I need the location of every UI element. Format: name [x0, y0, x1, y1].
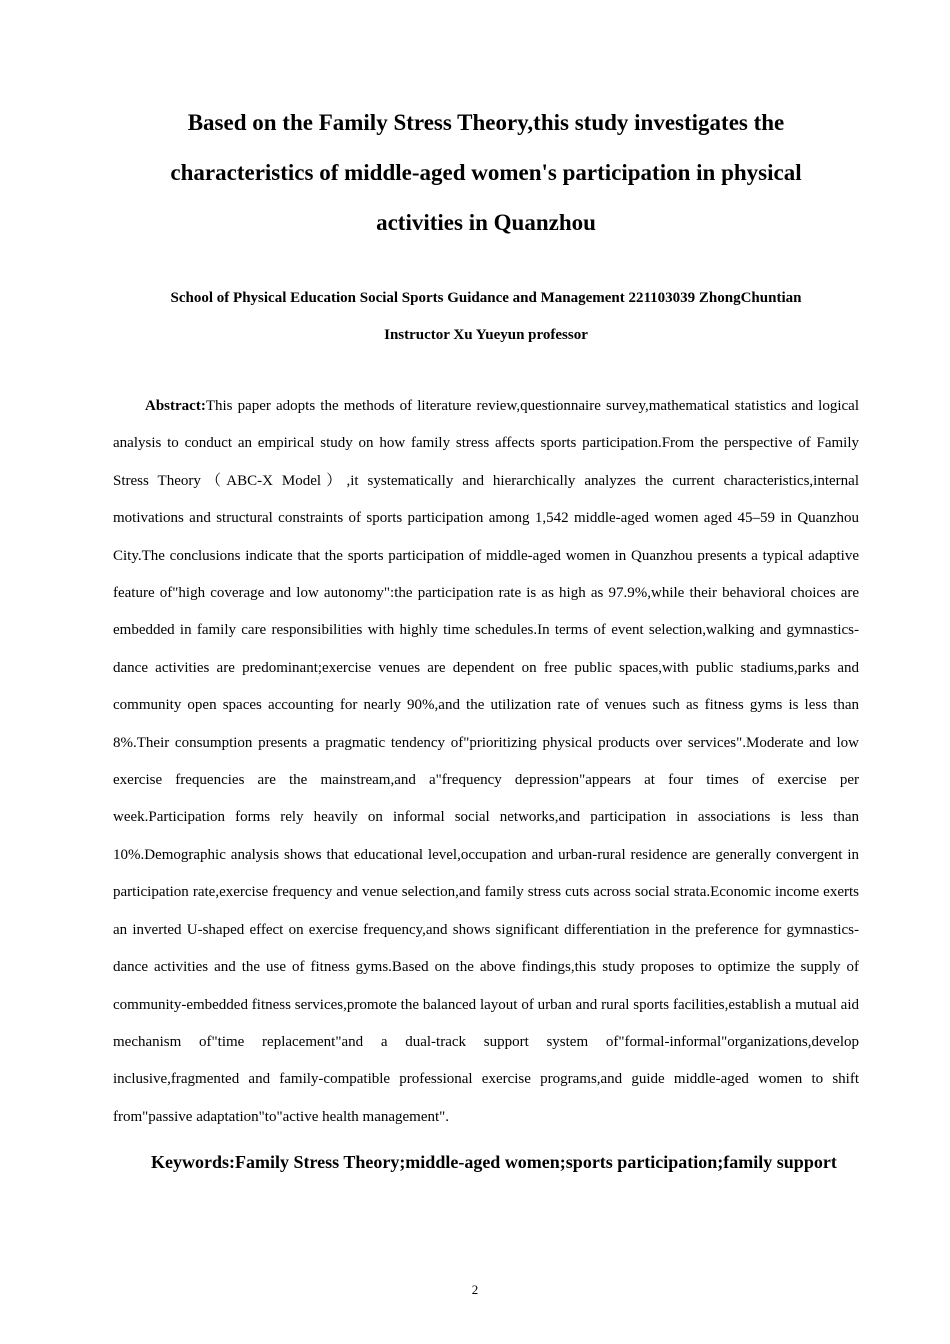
page-number: 2	[471, 1282, 479, 1297]
paper-title: Based on the Family Stress Theory,this study investigates the characteristics of middle-aged women's participation in physical activities in Quanzhou	[170, 110, 802, 235]
abstract-label: Abstract:	[145, 398, 206, 414]
keywords-line: Keywords:Family Stress Theory;middle-aged women;sports participation;family support	[151, 1152, 837, 1173]
author-affiliation: School of Physical Education Social Sports Guidance and Management 221103039 ZhongChuntian	[170, 290, 802, 306]
abstract-text: This paper adopts the methods of literature review,questionnaire survey,mathematical statistics and logical analysis to conduct an empirical study on how family stress affects sports participation.From the perspective of Family Stress Theory（ABC-X Model）,it systematically and hierarchically analyzes the current characteristics,internal motivations and structural constraints of sports participation among 1,542 middle-aged women aged 45–59 in Quanzhou City.The conclusions indicate that the sports participation of middle-aged women in Quanzhou presents a typical adaptive feature of"high coverage and low autonomy":the participation rate is as high as 97.9%,while their behavioral choices are embedded in family care responsibilities with highly time schedules.In terms of event selection,walking and gymnastics-dance activities are predominant;exercise venues are dependent on free public spaces,with public stadiums,parks and community open spaces accounting for nearly 90%,and the utilization rate of venues such as fitness gyms is less than 8%.Their consumption presents a pragmatic tendency of"prioritizing physical products over services".Moderate and low exercise frequencies are the mainstream,and a"frequency depression"appears at four times of exercise per week.Participation forms rely heavily on informal social networks,and participation in associations is less than 10%.Demographic analysis shows that educational level,occupation and urban-rural residence are generally convergent in participation rate,exercise frequency and venue selection,and family stress cuts across social strata.Economic income exerts an inverted U-shaped effect on exercise frequency,and shows significant differentiation in the preference for gymnastics-dance activities and the use of fitness gyms.Based on the above findings,this study proposes to optimize the supply of community-embedded fitness services,promote the balanced layout of urban and rural sports facilities,establish a mutual aid mechanism of"time replacement"and a dual-track support system of"formal-informal"organizations,develop inclusive,fragmented and family-compatible professional exercise programs,and guide middle-aged women to shift from"passive adaptation"to"active health management".	[113, 398, 859, 1125]
abstract-paragraph	[113, 388, 859, 1136]
instructor-line: Instructor Xu Yueyun professor	[384, 327, 588, 343]
